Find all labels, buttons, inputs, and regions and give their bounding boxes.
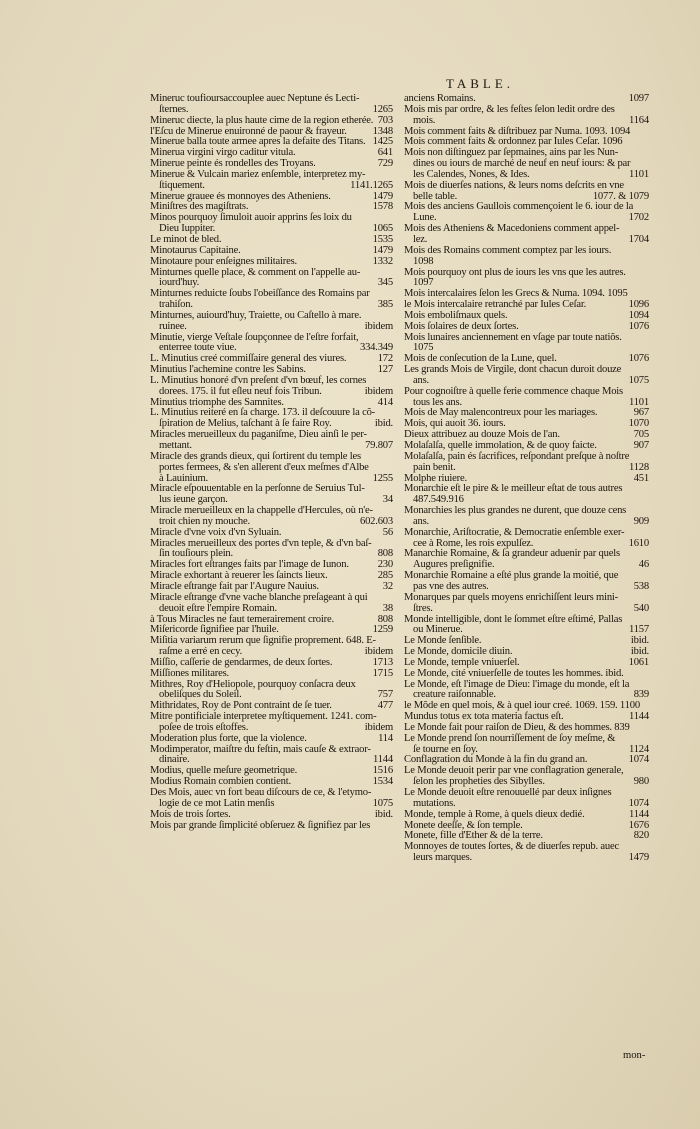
entry-text-line: Dieu Iuppiter. 1065 <box>159 223 393 235</box>
page-reference: 285 <box>377 570 393 582</box>
index-entry <box>404 615 649 637</box>
entry-text-line: Monarchie, Ariſtocratie, & Democratie enſemble exer- <box>404 526 625 538</box>
entry-text-line: Miracles fort eſtranges faits par l'image de Iunon. 230 <box>150 559 393 571</box>
entry-text-line: 487.549.916 <box>413 494 464 506</box>
index-entry <box>150 680 393 702</box>
index-entry <box>150 745 393 767</box>
page-reference: ibidem <box>364 721 393 733</box>
page-reference: 1348 <box>372 125 393 137</box>
index-entry <box>404 766 649 788</box>
entry-text-line: Mois pourquoy ont plus de iours les vns que les autres. <box>404 266 626 278</box>
page-reference: 1076 <box>628 353 649 365</box>
entry-text-line: trahiſon. 385 <box>159 299 393 311</box>
page-reference: 1144 <box>629 711 649 723</box>
page-reference: 1479 <box>372 190 393 202</box>
page-reference: ibidem <box>364 320 393 332</box>
page-reference: ibidem <box>364 385 393 397</box>
entry-text-line: à Tous Miracles ne faut temerairement croire. 808 <box>150 613 393 625</box>
index-entry <box>150 810 393 821</box>
entry-text-line: Dieux attribuez au douze Mois de l'an. 705 <box>404 429 649 441</box>
entry-text-line: Mois des Atheniens & Macedoniens comment appel- <box>404 223 620 235</box>
entry-text-line: deuoit eſtre l'empire Romain. 38 <box>159 602 393 614</box>
page-reference: 1075 <box>628 374 649 386</box>
index-entry <box>150 669 393 680</box>
entry-text-line: dinaire. 1144 <box>159 754 393 766</box>
entry-text-line: Le Monde prend ſon nourriſſement de ſoy meſme, & <box>404 732 616 744</box>
page-reference: 1425 <box>372 136 393 148</box>
entry-text-line: obeliſques du Soleil. 757 <box>159 689 393 701</box>
entry-text-line: Miſſio, caſſerie de gendarmes, de deux ſortes. 1713 <box>150 656 393 668</box>
page-reference: 1676 <box>628 819 649 831</box>
entry-text-line: Minerue & Vulcain mariez enſemble, interpretez my- <box>150 168 366 180</box>
page-reference: 414 <box>377 396 393 408</box>
entry-text-line: Miſſiones militares. 1715 <box>150 667 393 679</box>
index-entry <box>150 268 393 290</box>
page-reference: 477 <box>377 700 393 712</box>
entry-text-line: Miracle eſtrange fait par l'Augure Nauius. 32 <box>150 580 393 592</box>
page-reference: ibid. <box>630 646 649 658</box>
entry-text-line: raſme a erré en cecy. ibidem <box>159 646 393 658</box>
entry-text-line: dines ou iours de marché de neuf en neuf iours: & par <box>413 158 631 170</box>
page-reference: 538 <box>633 580 649 592</box>
entry-text-line: Mois de conſecution de la Lune, quel. 1076 <box>404 353 649 365</box>
entry-text-line: creature raiſonnable. 839 <box>413 689 649 701</box>
entry-text-line: Mundus totus ex tota materia factus eſt. 1144 <box>404 711 649 723</box>
entry-text-line: L. Minutius creé commiſſaire general des viures. 172 <box>150 353 393 365</box>
page-reference: 1516 <box>372 765 393 777</box>
entry-text-line: Minutius l'achemine contre les Sabins. 127 <box>150 364 393 376</box>
index-entry <box>150 408 393 430</box>
index-entry <box>150 484 393 506</box>
entry-text-line: Modius, quelle meſure geometrique. 1516 <box>150 765 393 777</box>
entry-text-line: Monde, temple à Rome, à quels dieux dedié. 1144 <box>404 808 649 820</box>
page-reference: 1610 <box>628 537 649 549</box>
entry-text-line: Miracle d'vne voix d'vn Syluain. 56 <box>150 526 393 538</box>
page-reference: 1074 <box>628 754 649 766</box>
entry-text-line: Mois intercalaires ſelon les Grecs & Numa. 1094. 1095 <box>404 288 628 300</box>
page-reference: 1101 <box>629 396 649 408</box>
entry-text-line: Mois comment faits & diſtribuez par Numa. 1093. 1094 <box>404 125 631 137</box>
page-reference: 909 <box>633 515 649 527</box>
entry-text-line: L. Minutius reiteré en ſa charge. 173. il deſcouure la cõ- <box>150 407 376 419</box>
entry-text-line: Le Monde deuoit eſtre renouuellé par deux inſignes <box>404 787 612 798</box>
entry-text-line: Pour cognoiſtre à quelle ferie commence chaque Mois <box>404 385 623 397</box>
entry-text-line: Monarques par quels moyens enrichiſſent leurs mini- <box>404 591 618 603</box>
entry-text-line: 1097 <box>413 277 434 289</box>
entry-text-line: Mois lunaires anciennement en vſage par toute natiõs. <box>404 331 622 343</box>
entry-text-line: leurs marques. 1479 <box>413 852 649 864</box>
page-reference: 1070 <box>628 418 649 430</box>
index-entry <box>150 734 393 745</box>
index-entry <box>150 712 393 734</box>
index-entry <box>150 593 393 615</box>
entry-text-line: poſee de trois eſtoffes. ibidem <box>159 721 393 733</box>
entry-text-line: pas vne des autres. 538 <box>413 580 649 592</box>
page-reference: 1077. & 1079 <box>592 190 649 202</box>
index-entry <box>150 430 393 452</box>
index-entry <box>404 810 649 821</box>
page-reference: 1479 <box>628 852 649 864</box>
entry-text-line: ſtiquement. 1141.1265 <box>159 179 393 191</box>
index-entry <box>404 842 649 864</box>
index-entry <box>404 322 649 333</box>
index-entry <box>404 669 649 680</box>
index-entry <box>150 94 393 116</box>
page-reference: 907 <box>633 440 649 451</box>
entry-text-line: Les grands Mois de Virgile, dont chacun duroit douze <box>404 364 622 376</box>
entry-text-line: Le Monde, domicile diuin. ibid. <box>404 646 649 658</box>
page-reference: 1715 <box>372 667 393 679</box>
index-entry <box>150 539 393 561</box>
index-entry <box>404 593 649 615</box>
page-reference: 1265 <box>372 103 393 115</box>
index-entry <box>404 365 649 387</box>
page-reference: 172 <box>377 353 393 365</box>
entry-text-line: Monarchie eſt le pire & le meilleur eſtat de tous autres <box>404 483 623 495</box>
index-entry <box>150 116 393 127</box>
entry-text-line: Minturnes, auiourd'huy, Traiette, ou Caſtello à mare. <box>150 309 362 321</box>
page-reference: 1702 <box>628 212 649 224</box>
page-reference: 345 <box>377 277 393 289</box>
page-reference: 705 <box>633 429 649 441</box>
entry-text-line: ſin touſiours plein. 808 <box>159 548 393 560</box>
entry-text-line: pain benit. 1128 <box>413 461 649 473</box>
entry-text-line: ans. 1075 <box>413 374 649 386</box>
page-reference: 127 <box>377 364 393 376</box>
entry-text-line: Minerue peinte és rondelles des Troyans. 729 <box>150 158 393 170</box>
page-reference: 808 <box>377 548 393 560</box>
index-entry <box>404 680 649 702</box>
entry-text-line: Modimperator, maiſtre du feſtin, mais cauſe & extraor- <box>150 743 371 755</box>
entry-text-line: Mois de May malencontreux pour les mariages. 967 <box>404 407 649 419</box>
page-reference: 1713 <box>372 656 393 668</box>
index-entry <box>404 571 649 593</box>
page-reference: 1124 <box>629 743 649 755</box>
index-entry <box>404 246 649 268</box>
entry-text-line: Mineruc toufioursaccouplee auec Neptune és Lecti- <box>150 93 360 104</box>
entry-text-line: belle table. 1077. & 1079 <box>413 190 649 202</box>
page-reference: 1128 <box>629 461 649 473</box>
page-reference: 79.807 <box>365 440 393 451</box>
page-reference: 34 <box>382 494 393 506</box>
page-reference: 1259 <box>372 624 393 636</box>
entry-text-line: Mois des Romains comment comptez par les iours. <box>404 244 612 256</box>
entry-text-line: anciens Romains. 1097 <box>404 93 649 104</box>
entry-text-line: Mois, qui auoit 36. iours. 1070 <box>404 418 649 430</box>
page-reference: 1061 <box>628 656 649 668</box>
index-entry <box>150 452 393 485</box>
entry-text-line: Monarchies les plus grandes ne durent, que douze cens <box>404 505 627 517</box>
entry-text-line: Mois des anciens Gaullois commençoient le 6. iour de la <box>404 201 634 213</box>
page-reference: 1065 <box>372 223 393 235</box>
entry-text-line: ſternes. 1265 <box>159 103 393 115</box>
entry-text-line: Mois comment faits & ordonnez par Iules Ceſar. 1096 <box>404 136 623 148</box>
page-reference: 808 <box>377 613 393 625</box>
entry-text-line: ſelon les propheties des Sibylles. 980 <box>413 776 649 788</box>
entry-text-line: ſe tourne en ſoy. 1124 <box>413 743 649 755</box>
page-header <box>0 76 700 92</box>
entry-text-line: Mois de diuerſes nations, & leurs noms deſcrits en vne <box>404 179 624 191</box>
entry-text-line: Miracles merueilleux du paganiſme, Dieu ainſi le per- <box>150 429 367 441</box>
entry-text-line: Minutie, vierge Veſtale ſoupçonnee de l'eſtre forfait, <box>150 331 359 343</box>
entry-text-line: Le minot de bled. 1535 <box>150 233 393 245</box>
entry-text-line: Mithridates, Roy de Pont contraint de ſe tuer. 477 <box>150 700 393 712</box>
entry-text-line: Augures preſignifie. 46 <box>413 559 649 571</box>
page-reference: 1097 <box>628 93 649 104</box>
page-reference: 1144 <box>629 808 649 820</box>
entry-text-line: Mois mis par ordre, & les feſtes ſelon ledit ordre des <box>404 103 615 115</box>
entry-text-line: Monarchie Romaine a eſté plus grande la moitié, que <box>404 570 619 582</box>
entry-text-line: Molphe riuiere. 451 <box>404 472 649 484</box>
entry-text-line: Miſericorde ſignifiee par l'huile. 1259 <box>150 624 393 636</box>
page-reference: 540 <box>633 602 649 614</box>
page-reference: 1075 <box>372 797 393 809</box>
index-entry <box>404 549 649 571</box>
page-reference: 1141.1265 <box>350 179 393 191</box>
entry-text-line: Le Monde, temple vniuerſel. 1061 <box>404 656 649 668</box>
entry-text-line: Miſitia variarum rerum que ſignifie proprement. 648. E- <box>150 635 376 647</box>
index-entry <box>150 257 393 268</box>
index-entry <box>150 311 393 333</box>
page-reference: 757 <box>377 689 393 701</box>
entry-text-line: à Lauinium. 1255 <box>159 472 393 484</box>
entry-text-line: le Mõde en quel mois, & à quel iour creé. 1069. 159. 1100 <box>404 700 640 712</box>
entry-text-line: Miracles merueilleux des portes d'vn teple, & d'vn baſ- <box>150 537 372 549</box>
entry-text-line: logie de ce mot Latin menſis 1075 <box>159 797 393 809</box>
entry-text-line: Monete deeſſe, & ſon temple. 1676 <box>404 819 649 831</box>
entry-text-line: Des Mois, auec vn fort beau diſcours de ce, & l'etymo- <box>150 787 372 798</box>
entry-text-line: enterree toute viue. 334.349 <box>159 342 393 354</box>
entry-text-line: Molaſalſa, quelle immolation, & de quoy faicte. 907 <box>404 440 649 451</box>
page-reference: 1535 <box>372 233 393 245</box>
entry-text-line: 1098 <box>413 255 434 267</box>
index-entry <box>150 788 393 810</box>
page-reference: 1704 <box>628 233 649 245</box>
entry-text-line: Mois par grande ſimplicité obſeruez & ſignifiez par les <box>150 819 371 831</box>
entry-text-line: Le Monde fait pour raiſon de Dieu, & des hommes. 839 <box>404 721 630 733</box>
entry-text-line: Minerua virgini virgo caditur vitula. 641 <box>150 147 393 159</box>
page-reference: 641 <box>377 147 393 159</box>
entry-text-line: mutations. 1074 <box>413 797 649 809</box>
entry-text-line: Monde intelligible, dont le ſommet eſtre eſtimé, Pallas <box>404 613 623 625</box>
entry-text-line: portes fermees, & s'en allerent d'eux meſmes d'Albe <box>159 461 369 473</box>
page-reference: 1164 <box>629 114 649 126</box>
entry-text-line: Minos pourquoy ſimuloit auoir apprins ſes loix du <box>150 212 352 224</box>
entry-text-line: Molaſalſa, pain és ſacrifices, reſpondant preſque à noſtre <box>404 450 630 462</box>
index-entry <box>404 148 649 181</box>
entry-text-line: lus ieune garçon. 34 <box>159 494 393 506</box>
entry-text-line: Mitre pontificiale interpretee myſtiquement. 1241. com- <box>150 711 377 723</box>
page-reference: 1074 <box>628 797 649 809</box>
page-reference: 1096 <box>628 299 649 311</box>
entry-text-line: ſpiration de Melius, taſchant à ſe faire Roy. ibid. <box>159 418 393 430</box>
index-entry <box>404 387 649 409</box>
entry-text-line: Le Monde ſenſible. ibid. <box>404 635 649 647</box>
entry-text-line: dorees. 175. il fut eſleu neuf fois Tribun. ibidem <box>159 385 393 397</box>
page-reference: 1332 <box>372 255 393 267</box>
entry-text-line: Lune. 1702 <box>413 212 649 224</box>
page-reference: 1144 <box>373 754 393 766</box>
entry-text-line: Conflagration du Monde à la fin du grand an. 1074 <box>404 754 649 766</box>
page-reference: 820 <box>633 830 649 842</box>
entry-text-line: Miracle merueilleux en la chappelle d'Hercules, où n'e- <box>150 505 373 517</box>
index-entry <box>404 333 649 355</box>
entry-text-line: troit chien ny mouche. 602.603 <box>159 515 393 527</box>
index-entry <box>150 636 393 658</box>
entry-text-line: Mois de trois ſortes. ibid. <box>150 808 393 820</box>
entry-text-line: tous les ans. 1101 <box>413 396 649 408</box>
page-reference: ibidem <box>364 646 393 658</box>
entry-text-line: Le Monde deuoit perir par vne conflagration generale, <box>404 765 624 777</box>
entry-text-line: Mois emboliſmaux quels. 1094 <box>404 309 649 321</box>
index-entry <box>150 213 393 235</box>
entry-text-line: ſtres. 540 <box>413 602 649 614</box>
entry-text-line: Monnoyes de toutes ſortes, & de diuerſes repub. auec <box>404 841 619 853</box>
entry-text-line: lez. 1704 <box>413 233 649 245</box>
entry-text-line: Miniſtres des magiſtrats. 1578 <box>150 201 393 213</box>
page-reference: 32 <box>382 580 393 592</box>
entry-text-line: Miracle eſpouuentable en la perſonne de Seruius Tul- <box>150 483 365 495</box>
entry-text-line: iourd'huy. 345 <box>159 277 393 289</box>
page-reference: 1101 <box>629 168 649 180</box>
entry-text-line: Manarchie Romaine, & ſa grandeur aduenir par quels <box>404 548 620 560</box>
page-reference: 114 <box>378 732 393 744</box>
index-entry <box>150 289 393 311</box>
entry-text-line: Moderation plus forte, que la violence. 114 <box>150 732 393 744</box>
index-entry <box>150 528 393 539</box>
index-entry <box>150 333 393 355</box>
page-reference: 967 <box>633 407 649 419</box>
entry-text-line: Mineruc diecte, la plus haute cime de la region etherée. 703 <box>150 114 393 126</box>
page-reference: 1578 <box>372 201 393 213</box>
page-reference: 1094 <box>628 309 649 321</box>
index-entry <box>150 170 393 192</box>
entry-text-line: Miracle eſtrange d'vne vache blanche preſageant à qui <box>150 591 368 603</box>
page-reference: 1076 <box>628 320 649 332</box>
index-entry <box>404 528 649 550</box>
index-entry <box>404 506 649 528</box>
entry-text-line: Miracle des grands dieux, qui ſortirent du temple les <box>150 450 361 462</box>
entry-text-line: l'Eſcu de Minerue enuironné de paour & frayeur. 1348 <box>150 125 393 137</box>
index-entry <box>404 452 649 474</box>
page-reference: ibid. <box>630 635 649 647</box>
page-reference: 1479 <box>372 244 393 256</box>
entry-text-line: Minturnes reduicte ſoubs l'obeiſſance des Romains par <box>150 288 370 300</box>
page-reference: 729 <box>377 158 393 170</box>
entry-text-line: Minotaurus Capitaine. 1479 <box>150 244 393 256</box>
page-reference: 1534 <box>372 776 393 788</box>
entry-text-line: les Calendes, Nones, & Ides. 1101 <box>413 168 649 180</box>
page-reference: 334.349 <box>359 342 393 354</box>
entry-text-line: Minturnes quelle place, & comment on l'appelle au- <box>150 266 361 278</box>
entry-text-line: Mithres, Roy d'Heliopole, pourquoy conſacra deux <box>150 678 356 690</box>
header-title: TABLE. <box>445 76 515 91</box>
index-entry <box>404 484 649 506</box>
page-reference: 980 <box>633 776 649 788</box>
index-entry <box>150 821 393 832</box>
index-entry <box>404 788 649 810</box>
entry-text-line: mois. 1164 <box>413 114 649 126</box>
page-reference: 385 <box>377 299 393 311</box>
entry-text-line: cee à Rome, les rois expulſez. 1610 <box>413 537 649 549</box>
page-reference: 1157 <box>629 624 649 636</box>
entry-text-line: Modius Romain combien contient. 1534 <box>150 776 393 788</box>
page-reference: ibid. <box>374 418 393 430</box>
entry-text-line: Le Monde, eſt l'image de Dieu: l'image du monde, eſt la <box>404 678 630 690</box>
entry-text-line: Minerue balla toute armee apres la defaite des Titans. 1425 <box>150 136 393 148</box>
index-entry <box>404 224 649 246</box>
entry-text-line: ans. 909 <box>413 515 649 527</box>
index-entry <box>150 506 393 528</box>
entry-text-line: Mois ſolaires de deux ſortes. 1076 <box>404 320 649 332</box>
entry-text-line: Minerue grauee és monnoyes des Atheniens. 1479 <box>150 190 393 202</box>
entry-text-line: ou Minerue. 1157 <box>413 624 649 636</box>
index-entry <box>404 105 649 127</box>
index-column-right <box>404 94 649 864</box>
page-reference: 56 <box>382 526 393 538</box>
page-reference: 703 <box>377 114 393 126</box>
entry-text-line: Miracle exhortant à reuerer les ſaincts lieux. 285 <box>150 570 393 582</box>
entry-text-line: L. Minutius honoré d'vn preſent d'vn bœuf, les cornes <box>150 374 367 386</box>
index-column-left <box>150 94 393 831</box>
page-reference: 602.603 <box>359 515 393 527</box>
entry-text-line: mettant. 79.807 <box>159 440 393 451</box>
index-entry <box>404 268 649 290</box>
entry-text-line: le Mois intercalaire retranché par Iules Ceſar. 1096 <box>404 299 649 311</box>
page-reference: ibid. <box>374 808 393 820</box>
entry-text-line: 1075 <box>413 342 434 354</box>
index-entry <box>150 376 393 398</box>
page-reference: 38 <box>382 602 393 614</box>
index-entry <box>404 181 649 203</box>
entry-text-line: Monete, fille d'Ether & de la terre. 820 <box>404 830 649 842</box>
page-reference: 46 <box>638 559 649 571</box>
entry-text-line: Mois non diſtinguez par ſepmaines, ains par les Nun- <box>404 147 619 159</box>
entry-text-line: Le Monde, cité vniuerſelle de toutes les hommes. ibid. <box>404 667 624 679</box>
entry-text-line: Minutius triomphe des Samnites. 414 <box>150 396 393 408</box>
index-entry <box>404 734 649 756</box>
page-reference: 839 <box>633 689 649 701</box>
page-reference: 1255 <box>372 472 393 484</box>
entry-text-line: ruinee. ibidem <box>159 320 393 332</box>
catchword: mon- <box>623 1050 646 1061</box>
entry-text-line: Minotaure pour enſeignes militaires. 1332 <box>150 255 393 267</box>
page-reference: 230 <box>377 559 393 571</box>
page-reference: 451 <box>633 472 649 484</box>
index-entry <box>404 202 649 224</box>
